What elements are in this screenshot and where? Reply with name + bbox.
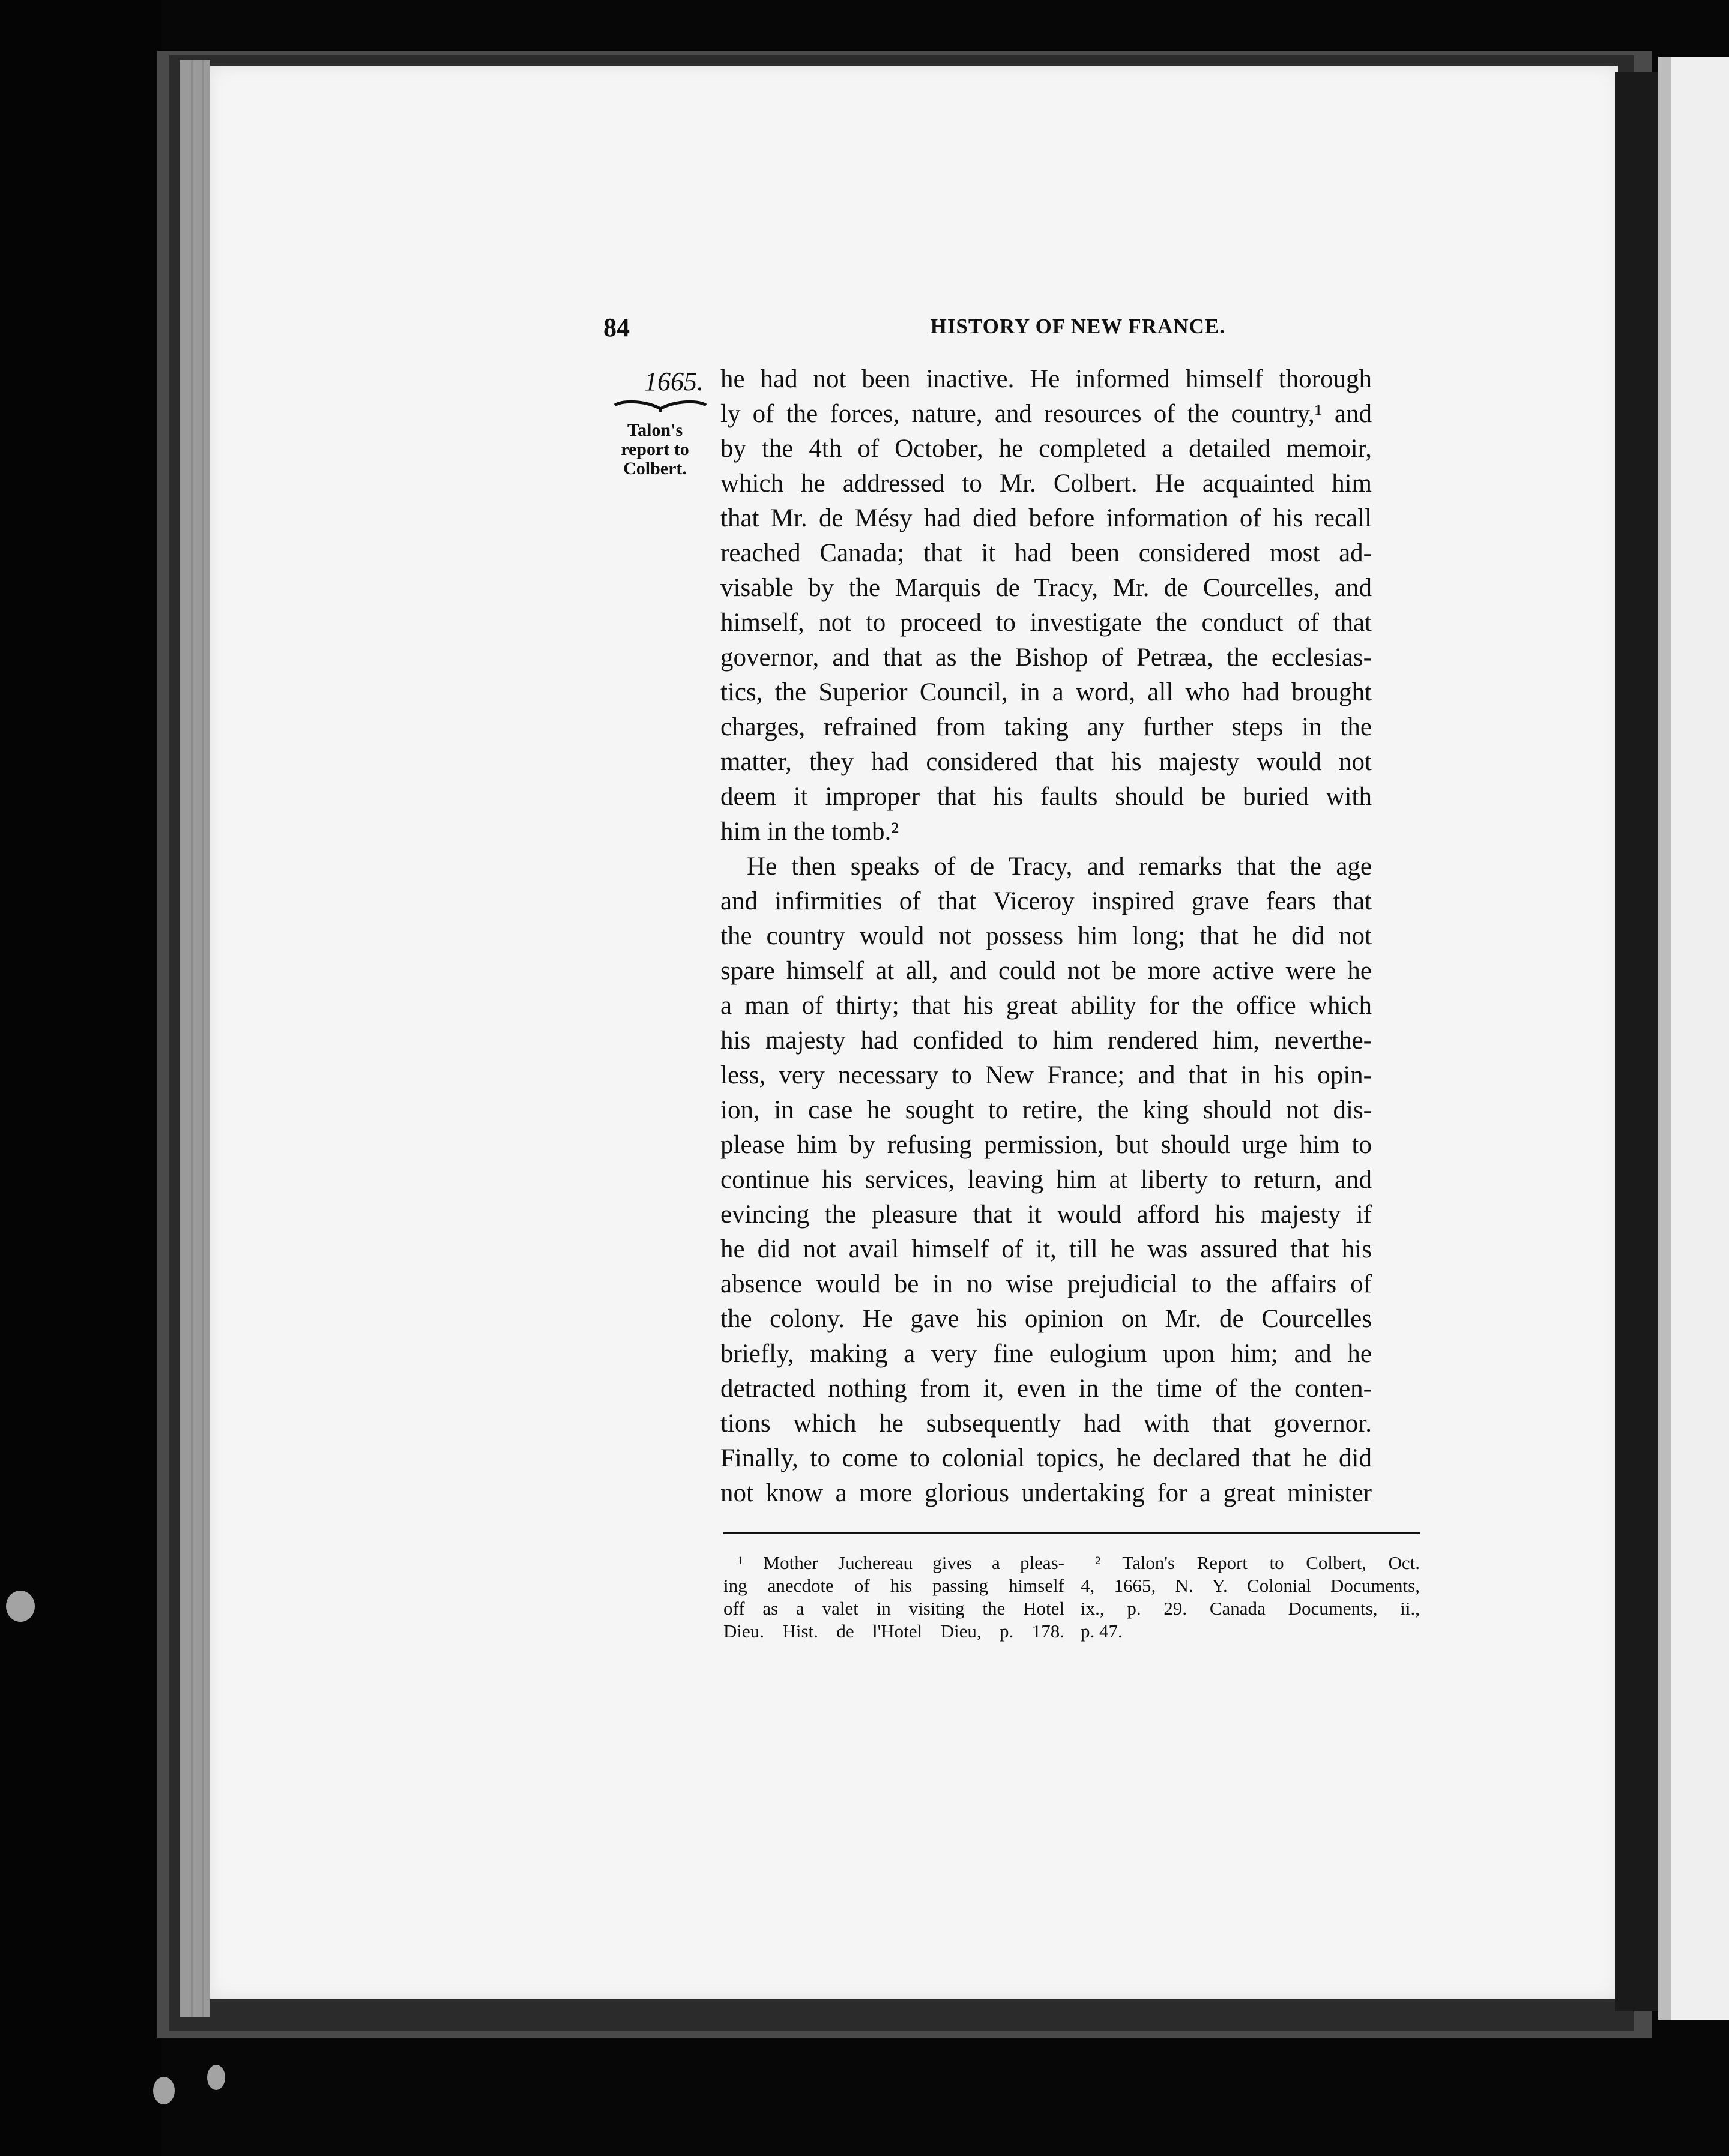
gutter-shadow [1615,72,1658,2011]
footnote-line: ² Talon's Report to Colbert, Oct. [1095,1552,1420,1573]
text-line: himself, not to proceed to investigate the conduct of that [720,609,1372,637]
text-line: the colony. He gave his opinion on Mr. de Courcelles [720,1305,1372,1333]
footnote-2 [1081,1552,1420,1643]
text-line: continue his services, leaving him at liberty to return, and [720,1166,1372,1194]
page-edge-line [191,60,193,2017]
page-header [603,312,1228,342]
text-line: not know a more glorious undertaking for a great minister [720,1479,1372,1507]
text-line: he did not avail himself of it, till he was assured that his [720,1235,1372,1263]
margin-note-line: report to [621,439,689,459]
text-line: a man of thirty; that his great ability for the office which [720,992,1372,1020]
margin-notes [606,366,708,478]
text-line: that Mr. de Mésy had died before information of his recall [720,504,1372,532]
text-line: the country would not possess him long; that he did not [720,922,1372,950]
footnote-1 [723,1552,1064,1643]
page-edges [180,60,210,2017]
running-title: HISTORY OF NEW FRANCE. [930,315,1225,338]
margin-note [606,421,704,478]
footnote-line: ix., p. 29. Canada Documents, ii., [1081,1598,1420,1619]
footnote-line: ing anecdote of his passing himself [723,1575,1064,1596]
text-line: matter, they had considered that his majesty would not [720,748,1372,776]
text-line: governor, and that as the Bishop of Petræa, the ecclesias- [720,643,1372,672]
text-line: by the 4th of October, he completed a detailed memoir, [720,435,1372,463]
margin-note-line: Colbert. [623,459,687,478]
text-line: deem it improper that his faults should be buried with [720,783,1372,811]
text-line: ion, in case he sought to retire, the king should not dis- [720,1096,1372,1124]
scan-artifact [207,2065,225,2090]
text-line: please him by refusing permission, but should urge him to [720,1131,1372,1159]
text-line: Finally, to come to colonial topics, he declared that he did [720,1444,1372,1472]
footnote-line: off as a valet in visiting the Hotel [723,1598,1064,1619]
text-line: spare himself at all, and could not be more active were he [720,957,1372,985]
text-line: charges, refrained from taking any further steps in the [720,713,1372,741]
text-line: absence would be in no wise prejudicial to the affairs of [720,1270,1372,1298]
page-edge-line [202,60,204,2017]
film-border-left [0,0,162,2156]
scan-artifact [153,2077,175,2104]
text-line: He then speaks of de Tracy, and remarks that the age [747,852,1372,881]
text-line: and infirmities of that Viceroy inspired grave fears that [720,887,1372,915]
text-line: him in the tomb.² [720,818,899,846]
footnote-line: p. 47. [1081,1621,1123,1642]
footnote-line: 4, 1665, N. Y. Colonial Documents, [1081,1575,1420,1596]
text-line: he had not been inactive. He informed himself thorough [720,365,1372,393]
scan-artifact [6,1591,35,1622]
text-line: ly of the forces, nature, and resources of the country,¹ and [720,400,1372,428]
margin-note-line: Talon's [627,420,683,440]
text-line: tics, the Superior Council, in a word, all who had brought [720,678,1372,706]
text-line: less, very necessary to New France; and that in his opin- [720,1061,1372,1089]
text-line: visable by the Marquis de Tracy, Mr. de Courcelles, and [720,574,1372,602]
brace-ornament [612,397,708,414]
facing-page-strip [1658,57,1729,2020]
text-line: briefly, making a very fine eulogium upon him; and he [720,1340,1372,1368]
footnote-line: Dieu. Hist. de l'Hotel Dieu, p. 178. [723,1621,1064,1642]
text-line: which he addressed to Mr. Colbert. He acquainted him [720,469,1372,498]
margin-year: 1665. [644,367,704,396]
text-line: reached Canada; that it had been considered most ad- [720,539,1372,567]
text-line: his majesty had confided to him rendered him, neverthe- [720,1026,1372,1055]
text-line: evincing the pleasure that it would afford his majesty if [720,1200,1372,1229]
body-text [720,362,1372,1511]
text-line: tions which he subsequently had with that governor. [720,1409,1372,1438]
text-line: detracted nothing from it, even in the time of the conten- [720,1375,1372,1403]
footnote-rule [723,1532,1420,1534]
footnote-line: ¹ Mother Juchereau gives a pleas- [738,1552,1064,1573]
page-number: 84 [603,313,630,342]
